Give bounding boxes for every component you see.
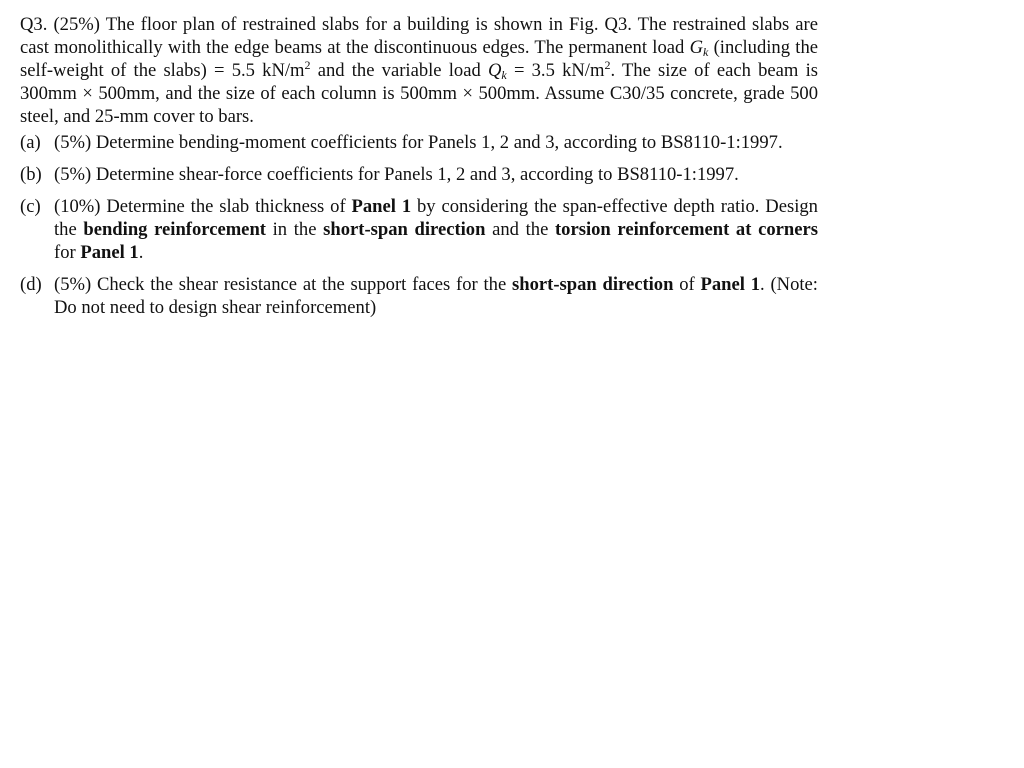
part-d-text-2: of <box>679 274 695 295</box>
part-a-text: (5%) Determine bending-moment coefficients for Panels 1, 2 and 3, according to BS8110-1:1997. <box>54 132 783 153</box>
question-intro <box>20 13 818 128</box>
part-c-text-2: by considering the span-effective depth ratio. Design the <box>54 196 818 240</box>
part-b-label: (b) <box>20 164 42 185</box>
part-d-text-3: . (Note: Do not need to design shear reinforcement) <box>54 274 818 318</box>
intro-text-5: . The size of each beam is 300mm × 500mm, and the size of each column is 500mm × 500mm. Assume C30/35 concrete, grade 500 steel, and 25-mm cover to bars. <box>20 60 818 127</box>
part-c-text-5: for <box>54 242 76 263</box>
part-c-bold-short-span-direction: short-span direction <box>323 219 486 240</box>
intro-text-1: The floor plan of restrained slabs for a building is shown in Fig. Q3. The restrained slabs are cast monolithically with the edge beams at the discontinuous edges. The permanent load <box>20 14 818 58</box>
part-c-bold-panel-1: Panel 1 <box>351 196 412 217</box>
part-d <box>20 273 818 319</box>
qk-symbol: $Q_k$ <box>487 60 507 82</box>
question-number: Q3. <box>20 14 48 35</box>
part-c-bold-bending-reinforcement: bending reinforcement <box>83 219 266 240</box>
gk-symbol: $G_k$ <box>689 37 709 59</box>
part-c-bold-panel-1-end: Panel 1 <box>80 242 139 263</box>
intro-text-2: (including the self-weight of the slabs) = 5.5 kN/m <box>20 37 818 81</box>
part-a-label: (a) <box>20 132 41 153</box>
intro-text-4: = 3.5 kN/m <box>513 60 605 81</box>
superscript-squared-2: 2 <box>604 58 611 72</box>
part-c-text-3: in the <box>272 219 317 240</box>
part-d-text-1: (5%) Check the shear resistance at the support faces for the <box>54 274 507 295</box>
part-c-label: (c) <box>20 196 41 217</box>
part-c-text-1: (10%) Determine the slab thickness of <box>54 196 346 217</box>
part-d-bold-panel-1: Panel 1 <box>700 274 761 295</box>
part-b-text: (5%) Determine shear-force coefficients for Panels 1, 2 and 3, according to BS8110-1:1997. <box>54 164 739 185</box>
part-d-label: (d) <box>20 274 42 295</box>
question-parts <box>20 131 818 319</box>
intro-text-3: and the variable load <box>317 60 481 81</box>
part-d-bold-short-span-direction: short-span direction <box>512 274 674 295</box>
part-c-bold-torsion-reinforcement: torsion reinforcement at corners <box>554 219 818 240</box>
part-b <box>20 163 818 186</box>
part-a <box>20 131 818 154</box>
part-c-text-6: . <box>138 242 144 263</box>
question-weight: (25%) <box>53 14 100 35</box>
part-c <box>20 195 818 264</box>
superscript-squared-1: 2 <box>304 58 311 72</box>
question-q3 <box>20 13 818 319</box>
part-c-text-4: and the <box>492 219 549 240</box>
